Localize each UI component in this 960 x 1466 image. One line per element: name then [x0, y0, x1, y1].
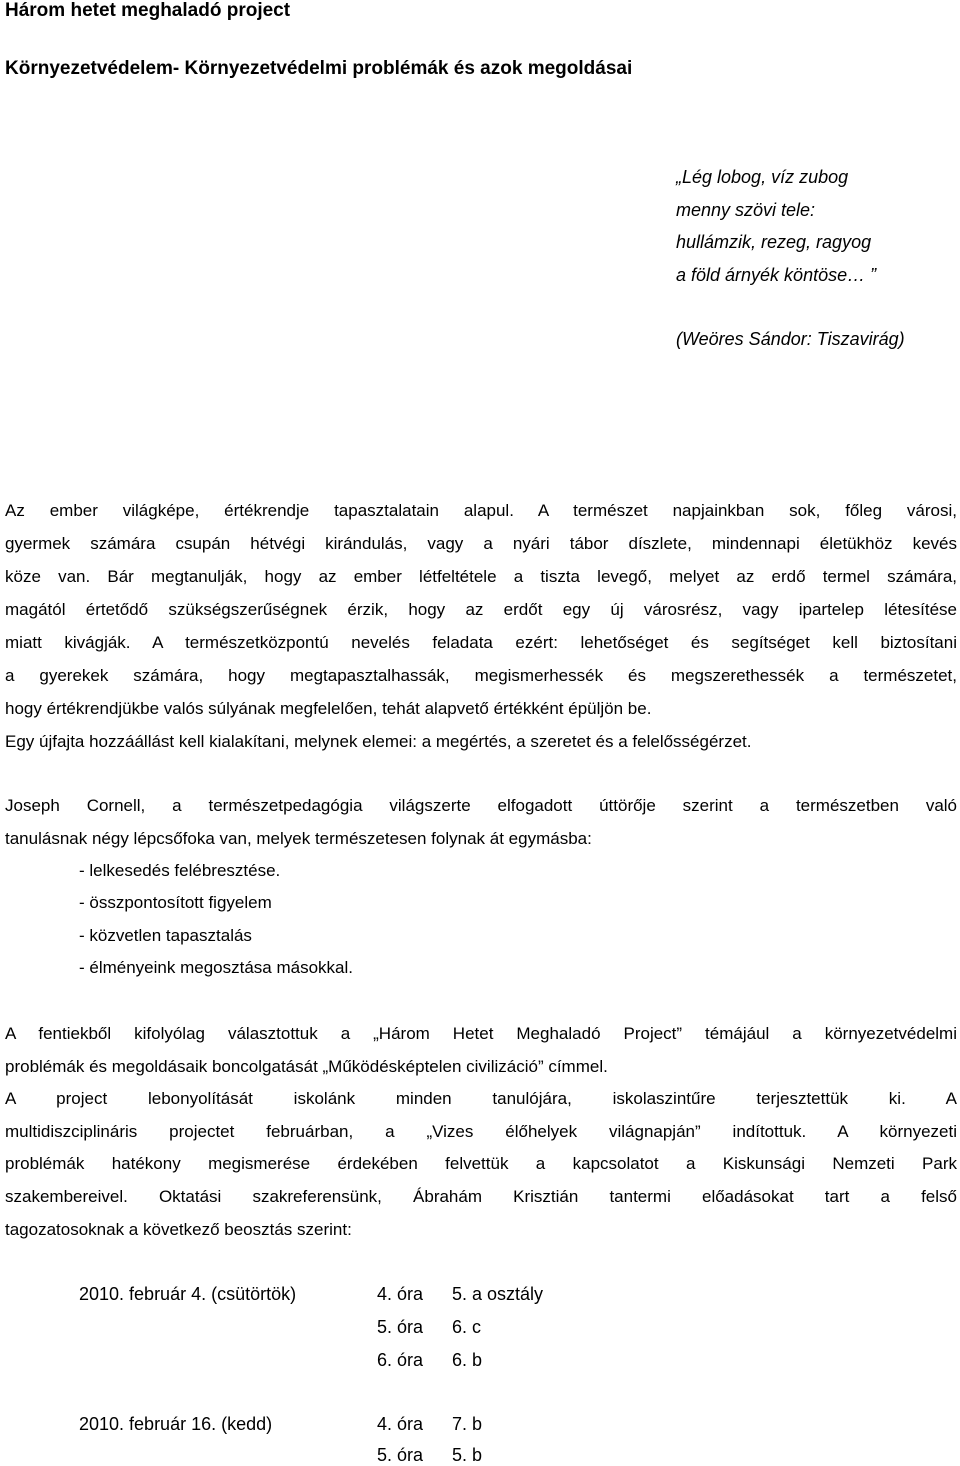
paragraph-line: Az ember világképe, értékrendje tapasztalatain alapul. A természet napjainkban sok, főleg városi,: [5, 501, 957, 520]
paragraph-line: problémák és megoldásaik boncolgatását „Működésképtelen civilizáció” címmel.: [5, 1057, 608, 1076]
paragraph-line: szakembereivel. Oktatási szakreferensünk, Ábrahám Krisztián tantermi előadásokat tart a felső: [5, 1187, 957, 1206]
paragraph-line: Joseph Cornell, a természetpedagógia világszerte elfogadott úttörője szerint a természetben való: [5, 796, 957, 815]
paragraph-line: a gyerekek számára, hogy megtapasztalhassák, megismerhessék és megszerethessék a természetet,: [5, 666, 957, 685]
paragraph-line: tagozatosoknak a következő beosztás szerint:: [5, 1220, 352, 1239]
schedule-period: 6. óra: [377, 1350, 424, 1370]
schedule-date: 2010. február 4. (csütörtök): [79, 1284, 297, 1304]
list-item: - lelkesedés felébresztése.: [79, 861, 281, 880]
paragraph-line: multidiszciplináris projectet februárban, a „Vizes élőhelyek világnapján” indítottuk. A környezeti: [5, 1122, 957, 1141]
paragraph-line: gyermek számára csupán hétvégi kirándulás, vagy a nyári tábor díszlete, mindennapi életükhöz kevés: [5, 534, 957, 553]
paragraph-line: miatt kivágják. A természetközpontú nevelés feladata ezért: lehetőséget és segítséget kell biztosítani: [5, 633, 957, 652]
paragraph-line: problémák hatékony megismerése érdekében felvettük a kapcsolatot a Kiskunsági Nemzeti Park: [5, 1154, 957, 1173]
paragraph-line: tanulásnak négy lépcsőfoka van, melyek természetesen folynak át egymásba:: [5, 829, 592, 848]
paragraph-line: A fentiekből kifolyólag választottuk a „Három Hetet Meghaladó Project” témájául a környezetvédelmi: [5, 1024, 957, 1043]
paragraph-line: A project lebonyolítását iskolánk minden tanulójára, iskolaszintűre terjesztettük ki. A: [5, 1089, 957, 1108]
document-title: Három hetet meghaladó project: [5, 0, 291, 21]
paragraph-line: köze van. Bár megtanulják, hogy az ember létfeltétele a tiszta levegő, melyet az erdő termel számára,: [5, 567, 957, 586]
schedule-date: 2010. február 16. (kedd): [79, 1414, 273, 1434]
poem-line: hullámzik, rezeg, ragyog: [676, 232, 872, 252]
poem-line: „Lég lobog, víz zubog: [676, 167, 849, 187]
schedule-period: 5. óra: [377, 1445, 424, 1465]
poem-attribution: (Weöres Sándor: Tiszavirág): [676, 329, 905, 349]
schedule-class: 5. a osztály: [452, 1284, 544, 1304]
schedule-period: 5. óra: [377, 1317, 424, 1337]
paragraph-line: magától értetődő szükségszerűségnek érzik, hogy az erdőt egy új városrész, vagy ipartelep létesítése: [5, 600, 957, 619]
list-item: - élményeink megosztása másokkal.: [79, 958, 354, 977]
paragraph-line: Egy újfajta hozzáállást kell kialakítani, melynek elemei: a megértés, a szeretet és a felelősségérzet.: [5, 732, 752, 751]
list-item: - összpontosított figyelem: [79, 893, 272, 912]
schedule-class: 5. b: [452, 1445, 483, 1465]
poem-line: a föld árnyék köntöse… ”: [676, 265, 877, 285]
schedule-period: 4. óra: [377, 1414, 424, 1434]
poem-line: menny szövi tele:: [676, 200, 816, 220]
schedule-class: 6. c: [452, 1317, 482, 1337]
list-item: - közvetlen tapasztalás: [79, 926, 252, 945]
paragraph-line: hogy értékrendjükbe valós súlyának megfelelően, tehát alapvető értékként épüljön be.: [5, 699, 652, 718]
schedule-class: 6. b: [452, 1350, 483, 1370]
document-subtitle: Környezetvédelem- Környezetvédelmi problémák és azok megoldásai: [5, 58, 633, 79]
schedule-class: 7. b: [452, 1414, 483, 1434]
schedule-period: 4. óra: [377, 1284, 424, 1304]
